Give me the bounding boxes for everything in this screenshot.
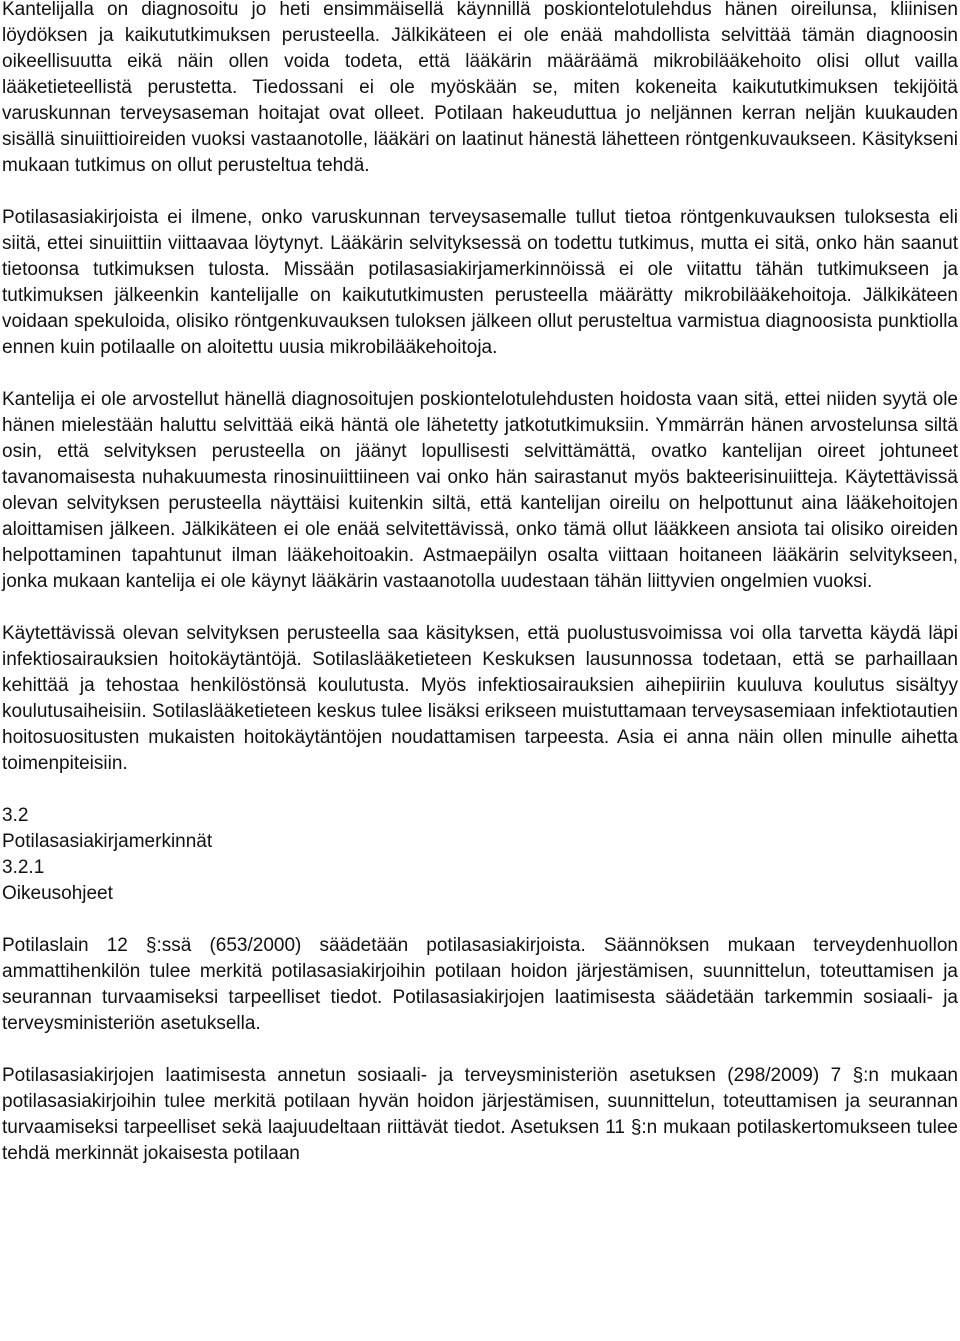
section-heading-3-2-1 <box>2 855 958 907</box>
paragraph-4: Käytettävissä olevan selvityksen perusteella saa käsityksen, että puolustusvoimissa voi olla tarvetta käydä läpi infektiosairauksien hoitokäytäntöjä. Sotilaslääketieteen Keskuksen lausunnossa todetaan, että se parhaillaan kehittää ja tehostaa henkilöstönsä koulutusta. Myös infektiosairauksien aihepiiriin kuuluva koulutus sisältyy koulutusaiheisiin. Sotilaslääketieteen keskus tulee lisäksi erikseen muistuttamaan terveysasemiaan infektiotautien hoitosuositusten mukaisten hoitokäytäntöjen noudattamisen tarpeesta. Asia ei anna näin ollen minulle aihetta toimenpiteisiin. <box>2 623 958 774</box>
section-number: 3.2 <box>2 805 29 826</box>
section-number: 3.2.1 <box>2 857 45 878</box>
paragraph-3: Kantelija ei ole arvostellut hänellä diagnosoitujen poskiontelotulehdusten hoidosta vaan sitä, ettei niiden syytä ole hänen mielestään haluttu selvittää eikä häntä ole lähetetty jatkotutkimuksiin. Ymmärrän hänen arvostelunsa siltä osin, että selvityksen perusteella on jäänyt lopullisesti selvittämättä, ovatko kantelijan oireet johtuneet tavanomaisesta nuhakuumesta rinosinuiittiineen vai onko hän sairastanut myös bakteerisinuiitteja. Käytettävissä olevan selvityksen perusteella näyttäisi kuitenkin siltä, että kantelijan oireilu on helpottunut aina lääkehoitojen aloittamisen jälkeen. Jälkikäteen ei ole enää selvitettävissä, onko tämä ollut lääkkeen ansiota tai olisiko oireiden helpottaminen tapahtunut ilman lääkehoitoakin. Astmaepäilyn osalta viittaan hoitaneen lääkärin selvitykseen, jonka mukaan kantelija ei ole käynyt lääkärin vastaanotolla uudestaan tähän liittyvien ongelmien vuoksi. <box>2 389 958 592</box>
paragraph-2: Potilasasiakirjoista ei ilmene, onko varuskunnan terveysasemalle tullut tietoa röntgenkuvauksen tuloksesta eli siitä, ettei sinuiittiin viittaavaa löytynyt. Lääkärin selvityksessä on todettu tutkimus, mutta ei sitä, onko hän saanut tietoonsa tutkimuksen tulosta. Missään potilasasiakirjamerkinnöissä ei ole viitattu tähän tutkimukseen ja tutkimuksen jälkeenkin kantelijalle on kaikututkimusten perusteella määrätty mikrobilääkehoitoja. Jälkikäteen voidaan spekuloida, olisiko röntgenkuvauksen tuloksen jälkeen ollut perusteltua varmistua diagnoosista punktiolla ennen kuin potilaalle on aloitettu uusia mikrobilääkehoitoja. <box>2 207 958 358</box>
section-title: Potilasasiakirjamerkinnät <box>2 831 213 852</box>
section-title: Oikeusohjeet <box>2 883 113 904</box>
paragraph-5: Potilaslain 12 §:ssä (653/2000) säädetään potilasasiakirjoista. Säännöksen mukaan terveydenhuollon ammattihenkilön tulee merkitä potilasasiakirjoihin potilaan hoidon järjestämisen, suunnittelun, toteuttamisen ja seurannan turvaamiseksi tarpeelliset tiedot. Potilasasiakirjojen laatimisesta säädetään tarkemmin sosiaali- ja terveysministeriön asetuksella. <box>2 935 958 1034</box>
section-heading-3-2 <box>2 803 958 855</box>
paragraph-1: Kantelijalla on diagnosoitu jo heti ensimmäisellä käynnillä poskiontelotulehdus hänen oireilunsa, kliinisen löydöksen ja kaikututkimuksen perusteella. Jälkikäteen ei ole enää mahdollista selvittää tämän diagnoosin oikeellisuutta eikä näin ollen voida todeta, että lääkärin määräämä mikrobilääkehoito olisi ollut vailla lääketieteellistä perustetta. Tiedossani ei ole myöskään se, miten kokeneita kaikututkimuksen tekijöitä varuskunnan terveysaseman hoitajat ovat olleet. Potilaan hakeuduttua jo neljännen kerran neljän kuukauden sisällä sinuiittioireiden vuoksi vastaanotolle, lääkäri on laatinut hänestä lähetteen röntgenkuvaukseen. Käsitykseni mukaan tutkimus on ollut perusteltua tehdä. <box>2 0 958 176</box>
paragraph-6: Potilasasiakirjojen laatimisesta annetun sosiaali- ja terveysministeriön asetuksen (298/2009) 7 §:n mukaan potilasasiakirjoihin tulee merkitä potilaan hyvän hoidon järjestämisen, suunnittelun, toteuttamisen ja seurannan turvaamiseksi tarpeelliset sekä laajuudeltaan riittävät tiedot. Asetuksen 11 §:n mukaan potilaskertomukseen tulee tehdä merkinnät jokaisesta potilaan <box>2 1065 958 1164</box>
